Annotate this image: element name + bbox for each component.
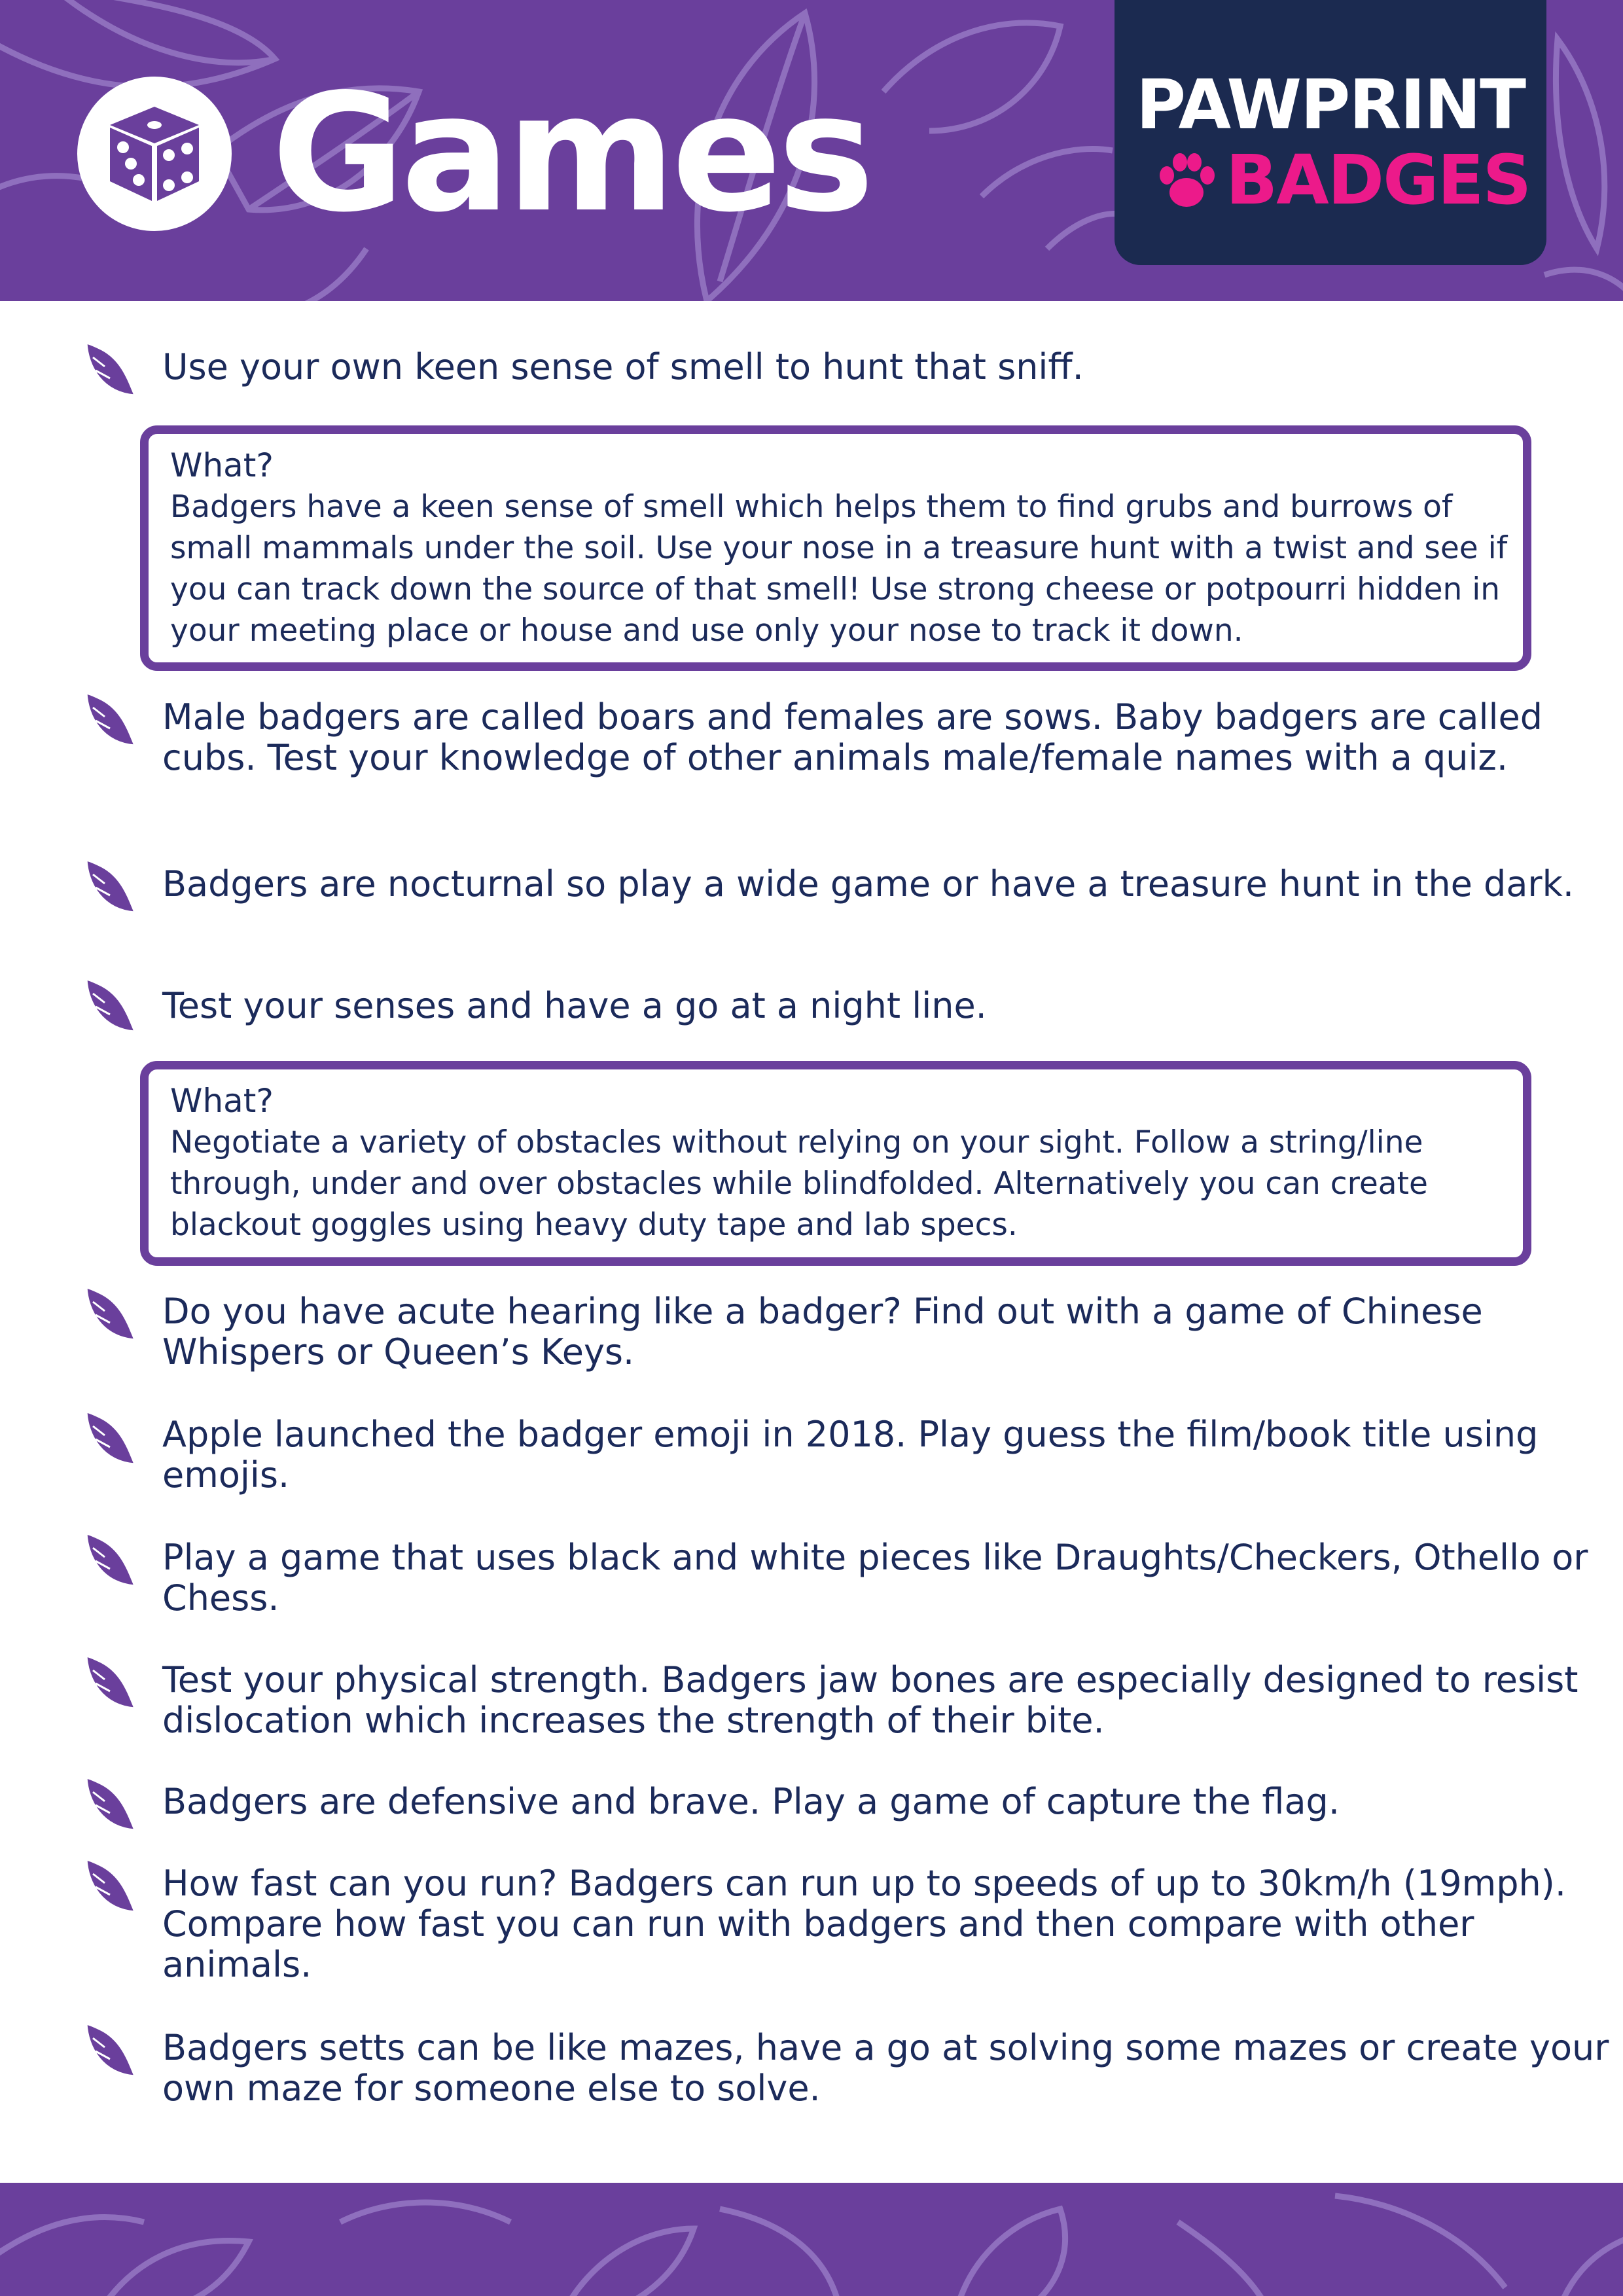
list-item-text: Apple launched the badger emoji in 2018. Play guess the film/book title using emojis. xyxy=(162,1414,1539,1496)
list-item-text: Badgers are nocturnal so play a wide game or have a treasure hunt in the dark. xyxy=(162,863,1575,905)
brand-logo-top: PAWPRINT xyxy=(1135,65,1525,145)
header-banner xyxy=(0,0,1623,301)
dice-badge xyxy=(77,77,232,231)
leaf-bullet-icon xyxy=(82,857,137,916)
leaf-bullet-icon xyxy=(82,1531,137,1590)
list-item-text: Test your senses and have a go at a night line. xyxy=(162,985,987,1026)
list-item-text: Play a game that uses black and white pieces like Draughts/Checkers, Othello or Chess. xyxy=(162,1537,1588,1619)
list-item-text: Badgers setts can be like mazes, have a go at solving some mazes or create your own maze for someone else to solve. xyxy=(162,2027,1609,2109)
brand-logo xyxy=(1115,0,1546,265)
list-item-text: Test your physical strength. Badgers jaw bones are especially designed to resist dislocation which increases the strength of their bite. xyxy=(162,1659,1578,1741)
info-box xyxy=(140,1061,1531,1266)
leaf-bullet-icon xyxy=(82,1409,137,1468)
info-box-text: Negotiate a variety of obstacles without relying on your sight. Follow a string/line through, under and over obstacles while blindfolded. Alternatively you can create blackout goggles using heavy duty tape and lab specs. xyxy=(170,1124,1428,1243)
info-box-label: What? xyxy=(170,446,274,484)
leaf-bullet-icon xyxy=(82,691,137,749)
brand-logo-bottom: BADGES xyxy=(1226,140,1531,220)
leaf-bullet-icon xyxy=(82,1285,137,1344)
dice-icon xyxy=(103,103,205,205)
leaf-bullet-icon xyxy=(82,1857,137,1916)
footer-banner xyxy=(0,2183,1623,2296)
list-item-text: Male badgers are called boars and females are sows. Baby badgers are called cubs. Test your knowledge of other animals male/female names with a quiz. xyxy=(162,696,1543,778)
info-box-text: Badgers have a keen sense of smell which helps them to find grubs and burrows of small mammals under the soil. Use your nose in a treasure hunt with a twist and see if you can track down the source of that smell! Use strong cheese or potpourri hidden in your meeting place or house and use only your nose to track it down. xyxy=(170,489,1508,649)
list-item-text: Badgers are defensive and brave. Play a game of capture the flag. xyxy=(162,1781,1340,1822)
info-box xyxy=(140,425,1531,671)
list-item-text: Use your own keen sense of smell to hunt that sniff. xyxy=(162,346,1084,387)
leaf-bullet-icon xyxy=(82,1653,137,1712)
leaf-bullet-icon xyxy=(82,2021,137,2080)
list-item-text: How fast can you run? Badgers can run up to speeds of up to 30km/h (19mph). Compare how fast you can run with badgers and then compare with other animals. xyxy=(162,1863,1566,1985)
info-box-label: What? xyxy=(170,1082,274,1120)
leaf-pattern xyxy=(0,2183,1623,2296)
leaf-bullet-icon xyxy=(82,340,137,399)
leaf-bullet-icon xyxy=(82,1775,137,1834)
brand-logo-bottom-row xyxy=(1154,137,1531,223)
paw-icon xyxy=(1154,149,1219,212)
leaf-bullet-icon xyxy=(82,977,137,1035)
page-title: Games xyxy=(272,60,871,248)
list-item-text: Do you have acute hearing like a badger? Find out with a game of Chinese Whispers or Queen’s Keys. xyxy=(162,1291,1483,1372)
